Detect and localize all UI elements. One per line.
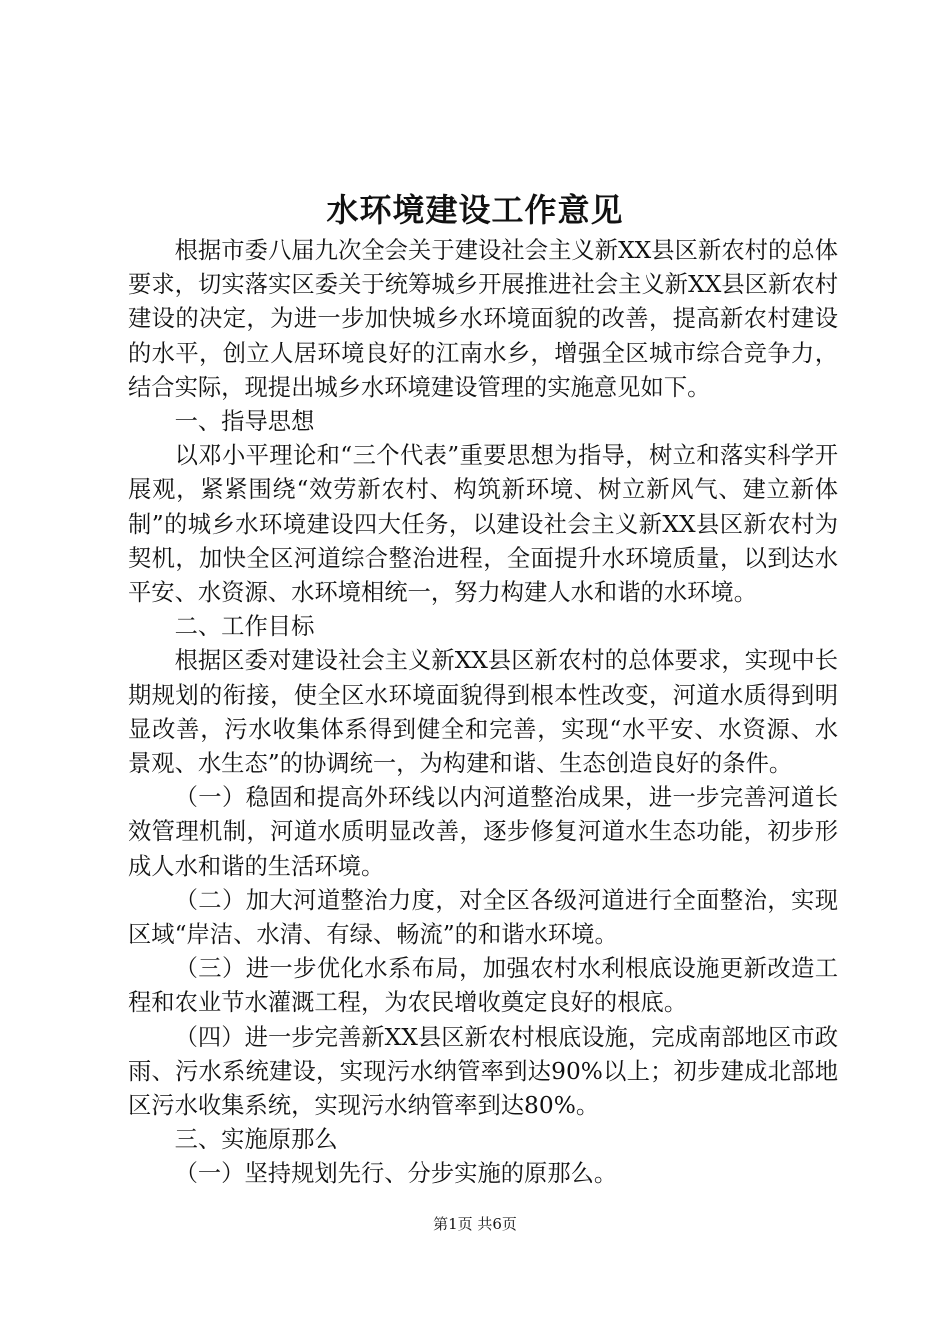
goal-item-3: （三）进一步优化水系布局，加强农村水利根底设施更新改造工程和农业节水灌溉工程，为农民增收奠定良好的根底。 (128, 955, 838, 1017)
principle-item-1: （一）坚持规划先行、分步实施的原那么。 (174, 1160, 618, 1188)
heading-guiding-ideology: 一、指导思想 (174, 408, 315, 436)
paragraph-guiding-ideology: 以邓小平理论和“三个代表”重要思想为指导，树立和落实科学开展观，紧紧围绕“效劳新农村、构筑新环境、树立新风气、建立新体制”的城乡水环境建设四大任务，以建设社会主义新XX县区新农村为契机，加快全区河道综合整治进程，全面提升水环境质量，以到达水平安、水资源、水环境相统一，努力构建人水和谐的水环境。 (128, 442, 838, 607)
document-body (128, 234, 838, 1192)
heading-principles: 三、实施原那么 (174, 1126, 338, 1154)
goal-item-1: （一）稳固和提高外环线以内河道整治成果，进一步完善河道长效管理机制，河道水质明显改善，逐步修复河道水生态功能，初步形成人水和谐的生活环境。 (128, 784, 838, 880)
paragraph-work-goals: 根据区委对建设社会主义新XX县区新农村的总体要求，实现中长期规划的衔接，使全区水环境面貌得到根本性改变，河道水质得到明显改善，污水收集体系得到健全和完善，实现“水平安、水资源、水景观、水生态”的协调统一，为构建和谐、生态创造良好的条件。 (128, 647, 838, 778)
paragraph-intro: 根据市委八届九次全会关于建设社会主义新XX县区新农村的总体要求，切实落实区委关于统筹城乡开展推进社会主义新XX县区新农村建设的决定，为进一步加快城乡水环境面貌的改善，提高新农村建设的水平，创立人居环境良好的江南水乡，增强全区城市综合竞争力，结合实际，现提出城乡水环境建设管理的实施意见如下。 (128, 237, 838, 401)
heading-work-goals: 二、工作目标 (174, 613, 315, 641)
goal-item-2: （二）加大河道整治力度，对全区各级河道进行全面整治，实现区域“岸洁、水清、有绿、畅流”的和谐水环境。 (128, 886, 838, 949)
page-footer: 第1页 共6页 (433, 1215, 517, 1233)
document-title: 水环境建设工作意见 (326, 191, 624, 229)
goal-item-4: （四）进一步完善新XX县区新农村根底设施，完成南部地区市政雨、污水系统建设，实现污水纳管率到达90%以上；初步建成北部地区污水收集系统，实现污水纳管率到达80%。 (128, 1023, 838, 1120)
